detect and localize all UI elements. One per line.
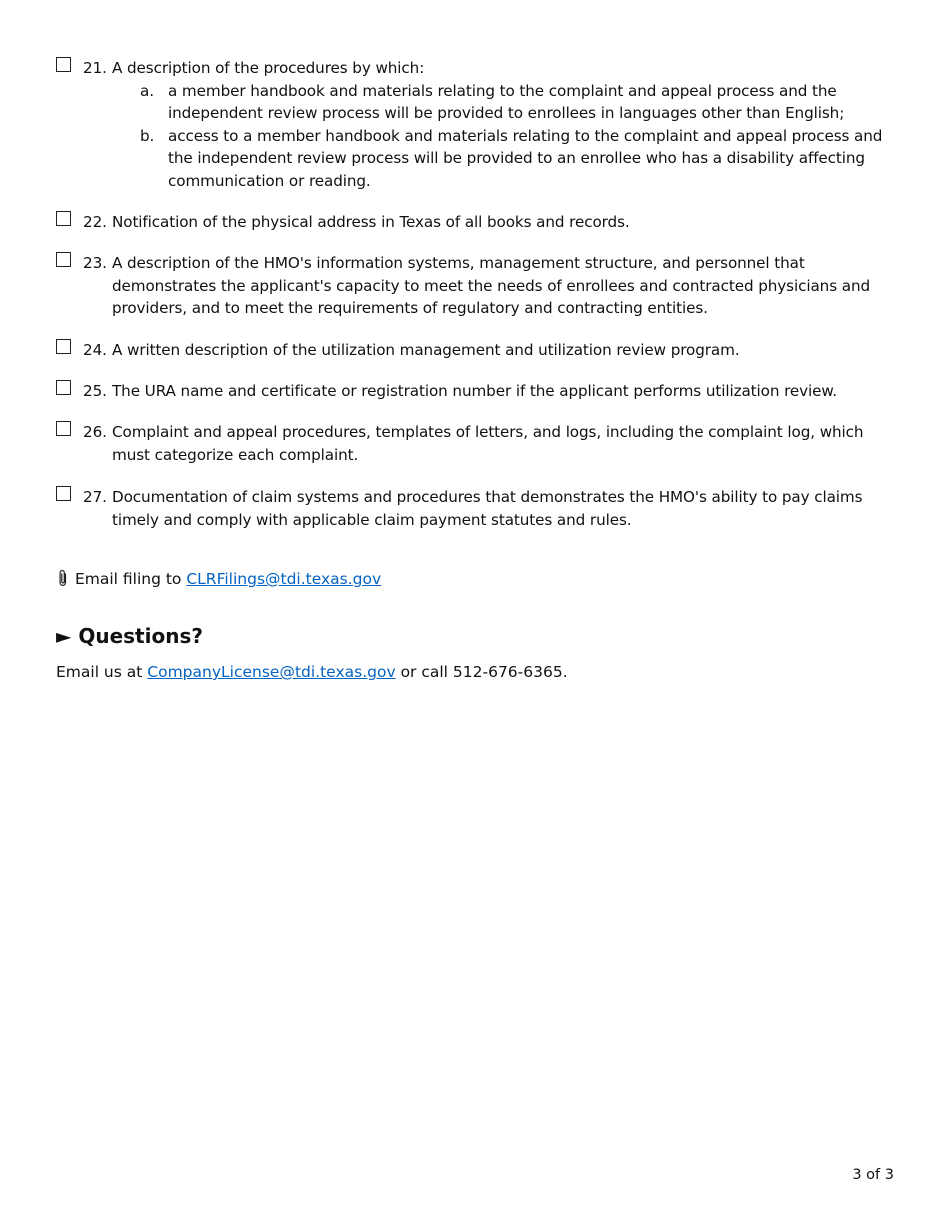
sub-item-text: a member handbook and materials relating to the complaint and appeal process and the independent review process will be provided to enrollees in languages other than English; xyxy=(168,81,845,122)
questions-prefix: Email us at xyxy=(56,663,143,681)
paperclip-icon xyxy=(56,570,75,588)
item-number: 27. xyxy=(83,488,107,506)
item-number: 23. xyxy=(83,254,107,272)
checkbox-item-24[interactable] xyxy=(56,339,71,354)
checkbox-item-23[interactable] xyxy=(56,252,71,267)
questions-contact-line xyxy=(56,661,568,683)
item-text: A description of the procedures by which: xyxy=(112,59,425,77)
item-number: 25. xyxy=(83,382,107,400)
item-text: The URA name and certificate or registration number if the applicant performs utilization review. xyxy=(112,382,838,400)
item-text: Notification of the physical address in Texas of all books and records. xyxy=(112,213,630,231)
sub-item-label: b. xyxy=(140,126,155,145)
sub-item-text: access to a member handbook and materials relating to the complaint and appeal process and the independent review process will be provided to an enrollee who has a disability affecting communication or reading. xyxy=(168,126,883,190)
sub-item-label: a. xyxy=(140,81,154,100)
page-number: 3 of 3 xyxy=(852,1167,894,1183)
checkbox-item-22[interactable] xyxy=(56,211,71,226)
item-number: 24. xyxy=(83,341,107,359)
email-filing-line xyxy=(56,568,381,590)
checklist-item-23 xyxy=(56,252,890,320)
checkbox-item-21[interactable] xyxy=(56,57,71,72)
item-text: Documentation of claim systems and procedures that demonstrates the HMO's ability to pay claims timely and comply with applicable claim payment statutes and rules. xyxy=(112,488,863,529)
checklist-item-26 xyxy=(56,421,890,466)
checklist-item-24 xyxy=(56,339,890,362)
item-number: 22. xyxy=(83,213,107,231)
checkbox-item-26[interactable] xyxy=(56,421,71,436)
filing-prefix: Email filing to xyxy=(74,570,182,588)
item-text: A written description of the utilization management and utilization review program. xyxy=(112,341,740,359)
item-number: 26. xyxy=(83,423,107,441)
checklist-item-25 xyxy=(56,380,890,403)
sub-item-b xyxy=(140,125,890,193)
item-text: Complaint and appeal procedures, templates of letters, and logs, including the complaint log, which must categorize each complaint. xyxy=(112,423,864,464)
company-license-email-link[interactable]: CompanyLicense@tdi.texas.gov xyxy=(147,663,396,681)
checkbox-item-27[interactable] xyxy=(56,486,71,501)
filing-email-link[interactable]: CLRFilings@tdi.texas.gov xyxy=(186,570,382,588)
sub-item-a xyxy=(140,80,890,125)
questions-heading: ► Questions? xyxy=(56,624,203,648)
item-number: 21. xyxy=(83,59,107,77)
item-text: A description of the HMO's information systems, management structure, and personnel that demonstrates the applicant's capacity to meet the needs of enrollees and contracted physicians and providers, and to meet the requirements of regulatory and contracting entities. xyxy=(112,254,871,317)
checklist-item-22 xyxy=(56,211,890,234)
checklist-item-21 xyxy=(56,57,890,192)
checkbox-item-25[interactable] xyxy=(56,380,71,395)
checklist-item-27 xyxy=(56,486,890,531)
questions-suffix: or call 512-676-6365. xyxy=(400,663,568,681)
